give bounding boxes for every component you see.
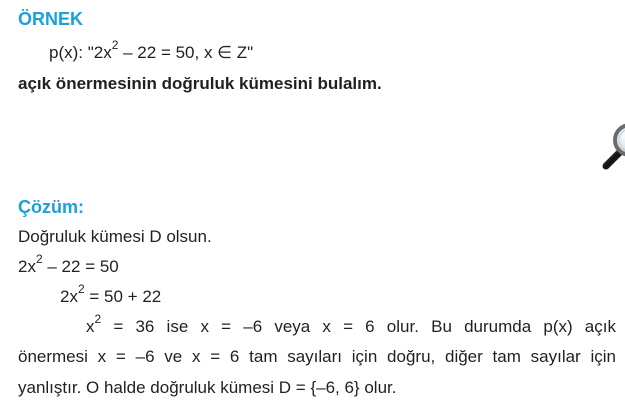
magnifying-glass-icon xyxy=(600,118,625,180)
proposition-exponent: 2 xyxy=(111,38,119,53)
step3-rest: = 36 ise x = –6 veya x = 6 olur. Bu durumda p(x) açık xyxy=(101,317,616,336)
step2-rest: = 50 + 22 xyxy=(84,287,162,306)
solution-intro: Doğruluk kümesi D olsun. xyxy=(18,227,212,246)
step1-exponent: 2 xyxy=(35,252,43,267)
step1-base: 2x xyxy=(18,257,36,276)
step3-base: x xyxy=(86,317,95,336)
equation-step-3 xyxy=(86,312,616,338)
proposition-prefix: p(x): "2x xyxy=(49,43,112,62)
solution-paragraph-line-2: önermesi x = –6 ve x = 6 tam sayıları için doğru, diğer tam sayılar için xyxy=(18,347,616,366)
step2-exponent: 2 xyxy=(77,282,85,297)
step1-rest: – 22 = 50 xyxy=(42,257,119,276)
equation-step-1 xyxy=(18,252,119,278)
example-instruction: açık önermesinin doğruluk kümesini bulalım. xyxy=(18,74,382,93)
step2-base: 2x xyxy=(60,287,78,306)
step3-exponent: 2 xyxy=(94,312,102,327)
example-heading: ÖRNEK xyxy=(18,9,84,29)
solution-paragraph-line-3: yanlıştır. O halde doğruluk kümesi D = {–6, 6} olur. xyxy=(18,378,397,397)
solution-heading: Çözüm: xyxy=(18,197,84,217)
proposition-suffix: – 22 = 50, x ∈ Z" xyxy=(118,43,254,62)
proposition-line xyxy=(49,38,254,64)
equation-step-2 xyxy=(60,282,162,308)
